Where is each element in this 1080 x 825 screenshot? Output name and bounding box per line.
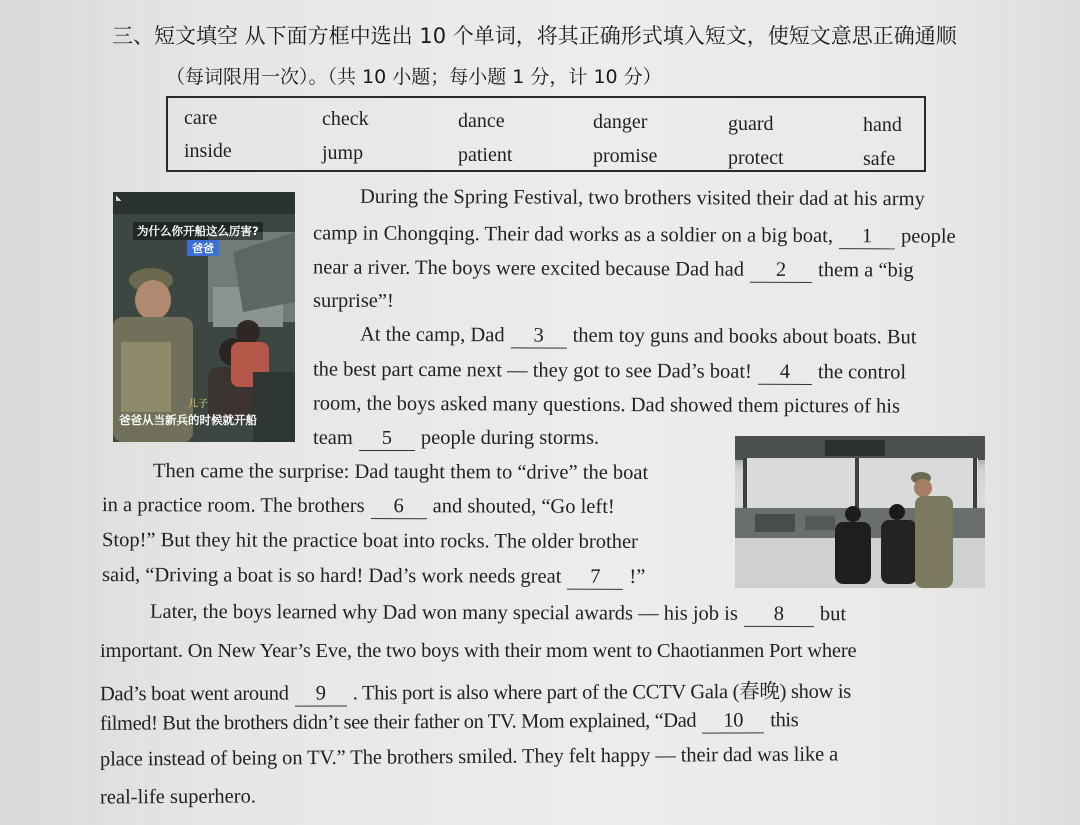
passage-line: At the camp, Dad 3 them toy guns and books about boats. But <box>359 323 917 349</box>
answer-blank-6[interactable]: 6 <box>371 495 427 519</box>
caption-question: 为什么你开船这么厉害? <box>133 222 263 240</box>
word-bank-item: promise <box>593 145 658 167</box>
word-bank-box <box>166 96 926 172</box>
passage-line: team 5 people during storms. <box>313 427 600 449</box>
passage-line: near a river. The boys were excited because Dad had 2 them a “big <box>312 256 914 282</box>
passage-line: real-life superhero. <box>99 785 257 809</box>
passage-line: During the Spring Festival, two brothers visited their dad at his army <box>359 185 925 211</box>
section-instructions: （每词限用一次）。（共 10 小题；每小题 1 分，计 10 分） <box>166 66 662 88</box>
answer-blank-9[interactable]: 9 <box>295 682 347 706</box>
word-bank-item: danger <box>593 111 648 133</box>
passage-line: important. On New Year’s Eve, the two boys with their mom went to Chaotianmen Port where <box>100 640 857 662</box>
word-bank-item: safe <box>863 148 896 170</box>
answer-blank-8[interactable]: 8 <box>744 603 814 627</box>
passage-line: place instead of being on TV.” The brothers smiled. They felt happy — their dad was like a <box>99 743 839 771</box>
caption-speaker-son: 儿子 <box>188 399 208 410</box>
photo-father-son-cabin <box>113 192 295 442</box>
word-bank-item: hand <box>863 114 902 136</box>
passage-line: Dad’s boat went around 9 . This port is also where part of the CCTV Gala (春晚) show is <box>99 680 851 706</box>
caption-speaker-dad: 爸爸 <box>187 240 219 256</box>
passage-line: Stop!” But they hit the practice boat into rocks. The older brother <box>101 529 638 553</box>
answer-blank-2[interactable]: 2 <box>750 259 812 283</box>
answer-blank-1[interactable]: 1 <box>839 225 895 249</box>
answer-blank-5[interactable]: 5 <box>359 427 415 451</box>
logo-mark: ◣ <box>116 194 122 202</box>
answer-blank-3[interactable]: 3 <box>511 324 567 348</box>
passage-line: in a practice room. The brothers 6 and shouted, “Go left! <box>101 494 615 518</box>
passage-line: the best part came next — they got to see Dad’s boat! 4 the control <box>312 358 907 384</box>
passage-line: Later, the boys learned why Dad won many special awards — his job is 8 but <box>149 600 847 626</box>
passage-line: filmed! But the brothers didn’t see their father on TV. Mom explained, “Dad 10 this <box>99 709 799 735</box>
photo-control-room <box>735 436 985 588</box>
answer-blank-4[interactable]: 4 <box>758 361 812 385</box>
word-bank-item: care <box>184 107 218 129</box>
word-bank-item: dance <box>458 110 505 132</box>
passage-line: camp in Chongqing. Their dad works as a soldier on a big boat, 1 people <box>312 222 956 248</box>
word-bank-item: jump <box>322 142 364 164</box>
word-bank-item: check <box>322 108 369 130</box>
passage-line: surprise”! <box>313 290 394 312</box>
caption-answer: 爸爸从当新兵的时候就开船 <box>119 413 257 427</box>
word-bank-item: guard <box>728 113 774 135</box>
passage-line: Then came the surprise: Dad taught them to “drive” the boat <box>152 460 649 484</box>
word-bank-item: inside <box>184 140 232 162</box>
answer-blank-7[interactable]: 7 <box>567 566 623 590</box>
answer-blank-10[interactable]: 10 <box>702 709 764 733</box>
passage-line: room, the boys asked many questions. Dad showed them pictures of his <box>312 392 901 418</box>
word-bank-item: protect <box>728 147 784 169</box>
passage-line: said, “Driving a boat is so hard! Dad’s work needs great 7 !” <box>101 564 646 588</box>
section-title: 三、短文填空 从下面方框中选出 10 个单词，将其正确形式填入短文，使短文意思正确通顺 <box>112 24 957 48</box>
word-bank-item: patient <box>458 144 513 166</box>
